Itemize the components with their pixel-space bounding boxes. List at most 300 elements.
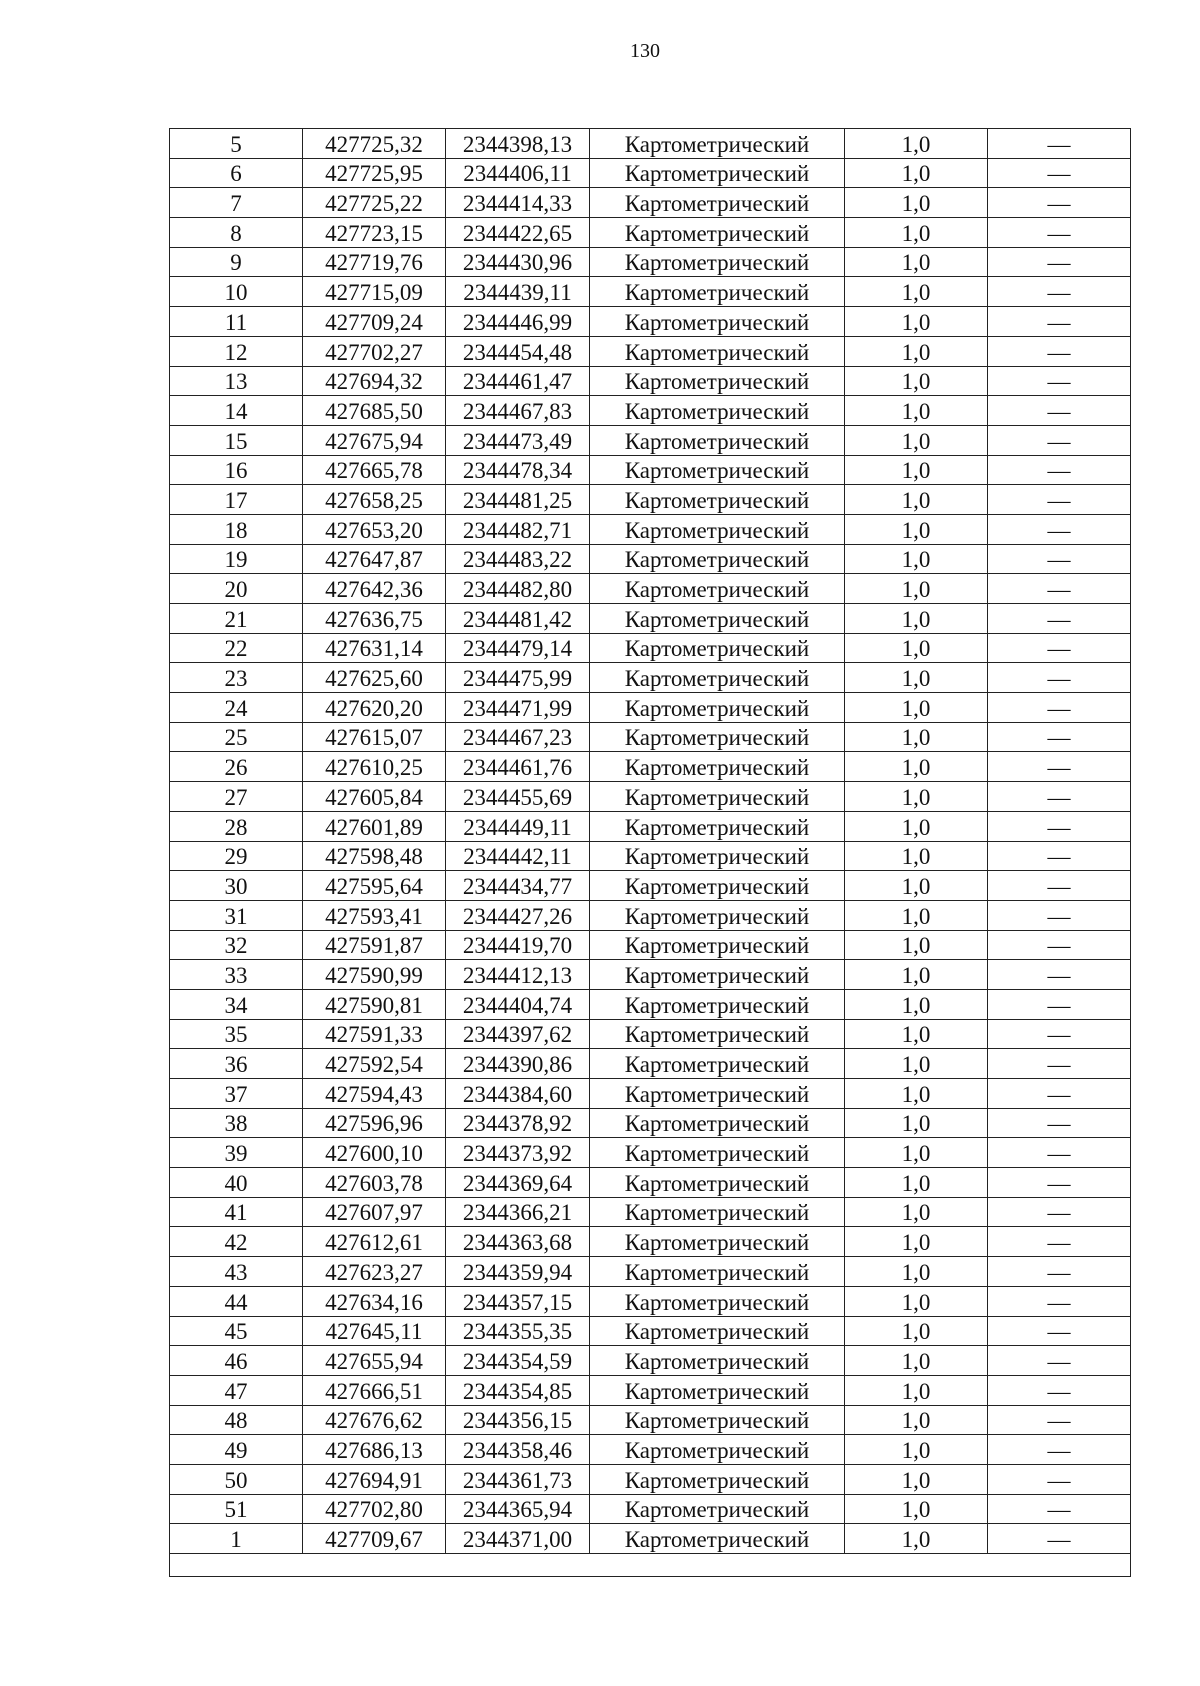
method-cell: Картометрический bbox=[590, 604, 845, 634]
method-cell: Картометрический bbox=[590, 396, 845, 426]
coordinate-x-cell: 427642,36 bbox=[303, 574, 446, 604]
point-number-cell: 23 bbox=[170, 663, 303, 693]
table-row bbox=[170, 396, 1131, 426]
coordinate-y-cell: 2344398,13 bbox=[446, 129, 590, 159]
description-cell: — bbox=[988, 1019, 1131, 1049]
accuracy-cell: 1,0 bbox=[845, 930, 988, 960]
point-number-cell: 27 bbox=[170, 782, 303, 812]
accuracy-cell: 1,0 bbox=[845, 1019, 988, 1049]
coordinate-x-cell: 427702,80 bbox=[303, 1494, 446, 1524]
accuracy-cell: 1,0 bbox=[845, 425, 988, 455]
coordinate-y-cell: 2344412,13 bbox=[446, 960, 590, 990]
point-number-cell: 5 bbox=[170, 129, 303, 159]
accuracy-cell: 1,0 bbox=[845, 1524, 988, 1554]
method-cell: Картометрический bbox=[590, 1257, 845, 1287]
point-number-cell: 44 bbox=[170, 1286, 303, 1316]
point-number-cell: 11 bbox=[170, 307, 303, 337]
method-cell: Картометрический bbox=[590, 574, 845, 604]
method-cell: Картометрический bbox=[590, 1138, 845, 1168]
method-cell: Картометрический bbox=[590, 277, 845, 307]
accuracy-cell: 1,0 bbox=[845, 158, 988, 188]
description-cell: — bbox=[988, 1346, 1131, 1376]
accuracy-cell: 1,0 bbox=[845, 574, 988, 604]
table-row bbox=[170, 1197, 1131, 1227]
accuracy-cell: 1,0 bbox=[845, 1049, 988, 1079]
table-row bbox=[170, 188, 1131, 218]
point-number-cell: 47 bbox=[170, 1375, 303, 1405]
description-cell: — bbox=[988, 960, 1131, 990]
method-cell: Картометрический bbox=[590, 1316, 845, 1346]
table-row bbox=[170, 960, 1131, 990]
point-number-cell: 33 bbox=[170, 960, 303, 990]
method-cell: Картометрический bbox=[590, 336, 845, 366]
coordinate-x-cell: 427723,15 bbox=[303, 218, 446, 248]
coordinate-x-cell: 427666,51 bbox=[303, 1375, 446, 1405]
description-cell: — bbox=[988, 1168, 1131, 1198]
description-cell: — bbox=[988, 1079, 1131, 1109]
point-number-cell: 22 bbox=[170, 633, 303, 663]
coordinate-x-cell: 427702,27 bbox=[303, 336, 446, 366]
accuracy-cell: 1,0 bbox=[845, 841, 988, 871]
description-cell: — bbox=[988, 218, 1131, 248]
coordinate-y-cell: 2344467,83 bbox=[446, 396, 590, 426]
description-cell: — bbox=[988, 1464, 1131, 1494]
point-number-cell: 49 bbox=[170, 1435, 303, 1465]
coordinates-table-body bbox=[170, 129, 1131, 1577]
point-number-cell: 15 bbox=[170, 425, 303, 455]
coordinates-table bbox=[169, 128, 1131, 1577]
accuracy-cell: 1,0 bbox=[845, 247, 988, 277]
point-number-cell: 46 bbox=[170, 1346, 303, 1376]
coordinate-y-cell: 2344369,64 bbox=[446, 1168, 590, 1198]
coordinate-x-cell: 427645,11 bbox=[303, 1316, 446, 1346]
coordinate-x-cell: 427686,13 bbox=[303, 1435, 446, 1465]
coordinate-x-cell: 427653,20 bbox=[303, 514, 446, 544]
description-cell: — bbox=[988, 1316, 1131, 1346]
table-row bbox=[170, 811, 1131, 841]
coordinate-y-cell: 2344467,23 bbox=[446, 722, 590, 752]
description-cell: — bbox=[988, 425, 1131, 455]
point-number-cell: 48 bbox=[170, 1405, 303, 1435]
description-cell: — bbox=[988, 158, 1131, 188]
table-row bbox=[170, 1375, 1131, 1405]
coordinate-x-cell: 427600,10 bbox=[303, 1138, 446, 1168]
accuracy-cell: 1,0 bbox=[845, 336, 988, 366]
method-cell: Картометрический bbox=[590, 1079, 845, 1109]
coordinate-x-cell: 427709,67 bbox=[303, 1524, 446, 1554]
description-cell: — bbox=[988, 1227, 1131, 1257]
method-cell: Картометрический bbox=[590, 1435, 845, 1465]
point-number-cell: 26 bbox=[170, 752, 303, 782]
method-cell: Картометрический bbox=[590, 752, 845, 782]
description-cell: — bbox=[988, 336, 1131, 366]
coordinate-y-cell: 2344356,15 bbox=[446, 1405, 590, 1435]
coordinate-x-cell: 427594,43 bbox=[303, 1079, 446, 1109]
point-number-cell: 8 bbox=[170, 218, 303, 248]
point-number-cell: 45 bbox=[170, 1316, 303, 1346]
coordinate-x-cell: 427623,27 bbox=[303, 1257, 446, 1287]
description-cell: — bbox=[988, 871, 1131, 901]
coordinate-x-cell: 427685,50 bbox=[303, 396, 446, 426]
description-cell: — bbox=[988, 574, 1131, 604]
coordinate-x-cell: 427658,25 bbox=[303, 485, 446, 515]
point-number-cell: 50 bbox=[170, 1464, 303, 1494]
table-row bbox=[170, 485, 1131, 515]
point-number-cell: 42 bbox=[170, 1227, 303, 1257]
method-cell: Картометрический bbox=[590, 1346, 845, 1376]
coordinate-x-cell: 427725,32 bbox=[303, 129, 446, 159]
description-cell: — bbox=[988, 841, 1131, 871]
coordinate-x-cell: 427719,76 bbox=[303, 247, 446, 277]
method-cell: Картометрический bbox=[590, 158, 845, 188]
coordinate-y-cell: 2344361,73 bbox=[446, 1464, 590, 1494]
coordinate-x-cell: 427612,61 bbox=[303, 1227, 446, 1257]
method-cell: Картометрический bbox=[590, 722, 845, 752]
coordinate-x-cell: 427593,41 bbox=[303, 900, 446, 930]
table-row bbox=[170, 1464, 1131, 1494]
point-number-cell: 10 bbox=[170, 277, 303, 307]
description-cell: — bbox=[988, 663, 1131, 693]
method-cell: Картометрический bbox=[590, 247, 845, 277]
coordinate-y-cell: 2344430,96 bbox=[446, 247, 590, 277]
point-number-cell: 35 bbox=[170, 1019, 303, 1049]
accuracy-cell: 1,0 bbox=[845, 782, 988, 812]
table-row bbox=[170, 247, 1131, 277]
table-row bbox=[170, 722, 1131, 752]
method-cell: Картометрический bbox=[590, 1049, 845, 1079]
method-cell: Картометрический bbox=[590, 425, 845, 455]
method-cell: Картометрический bbox=[590, 1227, 845, 1257]
description-cell: — bbox=[988, 752, 1131, 782]
point-number-cell: 14 bbox=[170, 396, 303, 426]
table-row bbox=[170, 366, 1131, 396]
method-cell: Картометрический bbox=[590, 930, 845, 960]
point-number-cell: 6 bbox=[170, 158, 303, 188]
accuracy-cell: 1,0 bbox=[845, 366, 988, 396]
accuracy-cell: 1,0 bbox=[845, 960, 988, 990]
coordinate-y-cell: 2344446,99 bbox=[446, 307, 590, 337]
point-number-cell: 25 bbox=[170, 722, 303, 752]
accuracy-cell: 1,0 bbox=[845, 1079, 988, 1109]
coordinate-y-cell: 2344481,42 bbox=[446, 604, 590, 634]
accuracy-cell: 1,0 bbox=[845, 1138, 988, 1168]
accuracy-cell: 1,0 bbox=[845, 1227, 988, 1257]
coordinate-x-cell: 427595,64 bbox=[303, 871, 446, 901]
description-cell: — bbox=[988, 277, 1131, 307]
accuracy-cell: 1,0 bbox=[845, 396, 988, 426]
accuracy-cell: 1,0 bbox=[845, 900, 988, 930]
coordinate-x-cell: 427634,16 bbox=[303, 1286, 446, 1316]
coordinate-y-cell: 2344373,92 bbox=[446, 1138, 590, 1168]
coordinate-x-cell: 427615,07 bbox=[303, 722, 446, 752]
coordinate-y-cell: 2344371,00 bbox=[446, 1524, 590, 1554]
coordinate-y-cell: 2344473,49 bbox=[446, 425, 590, 455]
accuracy-cell: 1,0 bbox=[845, 129, 988, 159]
coordinate-x-cell: 427655,94 bbox=[303, 1346, 446, 1376]
method-cell: Картометрический bbox=[590, 129, 845, 159]
description-cell: — bbox=[988, 544, 1131, 574]
coordinate-x-cell: 427592,54 bbox=[303, 1049, 446, 1079]
method-cell: Картометрический bbox=[590, 663, 845, 693]
point-number-cell: 43 bbox=[170, 1257, 303, 1287]
point-number-cell: 18 bbox=[170, 514, 303, 544]
description-cell: — bbox=[988, 633, 1131, 663]
accuracy-cell: 1,0 bbox=[845, 188, 988, 218]
coordinate-y-cell: 2344482,80 bbox=[446, 574, 590, 604]
method-cell: Картометрический bbox=[590, 693, 845, 723]
coordinate-y-cell: 2344442,11 bbox=[446, 841, 590, 871]
page-number: 130 bbox=[630, 40, 660, 62]
method-cell: Картометрический bbox=[590, 871, 845, 901]
coordinate-x-cell: 427590,99 bbox=[303, 960, 446, 990]
table-row bbox=[170, 1227, 1131, 1257]
coordinate-y-cell: 2344471,99 bbox=[446, 693, 590, 723]
coordinate-y-cell: 2344419,70 bbox=[446, 930, 590, 960]
description-cell: — bbox=[988, 722, 1131, 752]
accuracy-cell: 1,0 bbox=[845, 1405, 988, 1435]
accuracy-cell: 1,0 bbox=[845, 693, 988, 723]
coordinate-x-cell: 427598,48 bbox=[303, 841, 446, 871]
point-number-cell: 1 bbox=[170, 1524, 303, 1554]
coordinate-y-cell: 2344483,22 bbox=[446, 544, 590, 574]
coordinate-x-cell: 427647,87 bbox=[303, 544, 446, 574]
accuracy-cell: 1,0 bbox=[845, 277, 988, 307]
description-cell: — bbox=[988, 1108, 1131, 1138]
coordinate-x-cell: 427591,33 bbox=[303, 1019, 446, 1049]
coordinate-y-cell: 2344478,34 bbox=[446, 455, 590, 485]
table-row bbox=[170, 218, 1131, 248]
coordinate-x-cell: 427625,60 bbox=[303, 663, 446, 693]
description-cell: — bbox=[988, 930, 1131, 960]
accuracy-cell: 1,0 bbox=[845, 307, 988, 337]
table-row bbox=[170, 455, 1131, 485]
coordinate-y-cell: 2344359,94 bbox=[446, 1257, 590, 1287]
point-number-cell: 13 bbox=[170, 366, 303, 396]
coordinate-y-cell: 2344384,60 bbox=[446, 1079, 590, 1109]
table-row bbox=[170, 1316, 1131, 1346]
description-cell: — bbox=[988, 1405, 1131, 1435]
method-cell: Картометрический bbox=[590, 218, 845, 248]
accuracy-cell: 1,0 bbox=[845, 218, 988, 248]
description-cell: — bbox=[988, 485, 1131, 515]
description-cell: — bbox=[988, 1524, 1131, 1554]
description-cell: — bbox=[988, 811, 1131, 841]
accuracy-cell: 1,0 bbox=[845, 1197, 988, 1227]
method-cell: Картометрический bbox=[590, 1464, 845, 1494]
empty-footer-row bbox=[170, 1554, 1131, 1577]
method-cell: Картометрический bbox=[590, 900, 845, 930]
accuracy-cell: 1,0 bbox=[845, 811, 988, 841]
table-row bbox=[170, 1346, 1131, 1376]
table-row bbox=[170, 1286, 1131, 1316]
coordinate-y-cell: 2344454,48 bbox=[446, 336, 590, 366]
point-number-cell: 40 bbox=[170, 1168, 303, 1198]
point-number-cell: 41 bbox=[170, 1197, 303, 1227]
point-number-cell: 32 bbox=[170, 930, 303, 960]
accuracy-cell: 1,0 bbox=[845, 1257, 988, 1287]
accuracy-cell: 1,0 bbox=[845, 871, 988, 901]
accuracy-cell: 1,0 bbox=[845, 1316, 988, 1346]
table-row bbox=[170, 1138, 1131, 1168]
point-number-cell: 9 bbox=[170, 247, 303, 277]
coordinate-y-cell: 2344427,26 bbox=[446, 900, 590, 930]
description-cell: — bbox=[988, 1257, 1131, 1287]
method-cell: Картометрический bbox=[590, 633, 845, 663]
table-row bbox=[170, 277, 1131, 307]
method-cell: Картометрический bbox=[590, 544, 845, 574]
point-number-cell: 20 bbox=[170, 574, 303, 604]
accuracy-cell: 1,0 bbox=[845, 663, 988, 693]
method-cell: Картометрический bbox=[590, 485, 845, 515]
coordinate-x-cell: 427676,62 bbox=[303, 1405, 446, 1435]
accuracy-cell: 1,0 bbox=[845, 1168, 988, 1198]
table-row bbox=[170, 633, 1131, 663]
coordinate-y-cell: 2344365,94 bbox=[446, 1494, 590, 1524]
description-cell: — bbox=[988, 1286, 1131, 1316]
coordinate-y-cell: 2344461,47 bbox=[446, 366, 590, 396]
table-row bbox=[170, 544, 1131, 574]
coordinate-y-cell: 2344461,76 bbox=[446, 752, 590, 782]
point-number-cell: 39 bbox=[170, 1138, 303, 1168]
point-number-cell: 34 bbox=[170, 989, 303, 1019]
table-row bbox=[170, 930, 1131, 960]
coordinate-y-cell: 2344449,11 bbox=[446, 811, 590, 841]
accuracy-cell: 1,0 bbox=[845, 1435, 988, 1465]
coordinate-y-cell: 2344378,92 bbox=[446, 1108, 590, 1138]
table-row bbox=[170, 1019, 1131, 1049]
coordinate-y-cell: 2344366,21 bbox=[446, 1197, 590, 1227]
coordinate-y-cell: 2344439,11 bbox=[446, 277, 590, 307]
point-number-cell: 51 bbox=[170, 1494, 303, 1524]
description-cell: — bbox=[988, 1375, 1131, 1405]
coordinate-y-cell: 2344422,65 bbox=[446, 218, 590, 248]
table-row bbox=[170, 871, 1131, 901]
point-number-cell: 24 bbox=[170, 693, 303, 723]
coordinate-y-cell: 2344434,77 bbox=[446, 871, 590, 901]
point-number-cell: 12 bbox=[170, 336, 303, 366]
description-cell: — bbox=[988, 129, 1131, 159]
coordinate-x-cell: 427607,97 bbox=[303, 1197, 446, 1227]
table-row bbox=[170, 514, 1131, 544]
method-cell: Картометрический bbox=[590, 1375, 845, 1405]
description-cell: — bbox=[988, 247, 1131, 277]
method-cell: Картометрический bbox=[590, 782, 845, 812]
table-row bbox=[170, 307, 1131, 337]
description-cell: — bbox=[988, 514, 1131, 544]
method-cell: Картометрический bbox=[590, 1524, 845, 1554]
point-number-cell: 28 bbox=[170, 811, 303, 841]
point-number-cell: 7 bbox=[170, 188, 303, 218]
coordinate-y-cell: 2344390,86 bbox=[446, 1049, 590, 1079]
table-row bbox=[170, 1435, 1131, 1465]
method-cell: Картометрический bbox=[590, 841, 845, 871]
description-cell: — bbox=[988, 693, 1131, 723]
method-cell: Картометрический bbox=[590, 1019, 845, 1049]
accuracy-cell: 1,0 bbox=[845, 604, 988, 634]
coordinate-x-cell: 427636,75 bbox=[303, 604, 446, 634]
coordinate-y-cell: 2344475,99 bbox=[446, 663, 590, 693]
table-row bbox=[170, 693, 1131, 723]
point-number-cell: 29 bbox=[170, 841, 303, 871]
table-row bbox=[170, 841, 1131, 871]
description-cell: — bbox=[988, 989, 1131, 1019]
table-row bbox=[170, 574, 1131, 604]
coordinate-x-cell: 427603,78 bbox=[303, 1168, 446, 1198]
method-cell: Картометрический bbox=[590, 989, 845, 1019]
coordinate-x-cell: 427725,95 bbox=[303, 158, 446, 188]
coordinate-y-cell: 2344357,15 bbox=[446, 1286, 590, 1316]
description-cell: — bbox=[988, 307, 1131, 337]
method-cell: Картометрический bbox=[590, 455, 845, 485]
accuracy-cell: 1,0 bbox=[845, 1494, 988, 1524]
coordinate-y-cell: 2344481,25 bbox=[446, 485, 590, 515]
point-number-cell: 36 bbox=[170, 1049, 303, 1079]
description-cell: — bbox=[988, 604, 1131, 634]
accuracy-cell: 1,0 bbox=[845, 544, 988, 574]
description-cell: — bbox=[988, 396, 1131, 426]
description-cell: — bbox=[988, 366, 1131, 396]
table-row bbox=[170, 900, 1131, 930]
coordinate-y-cell: 2344358,46 bbox=[446, 1435, 590, 1465]
table-row bbox=[170, 1168, 1131, 1198]
table-row bbox=[170, 1405, 1131, 1435]
description-cell: — bbox=[988, 782, 1131, 812]
method-cell: Картометрический bbox=[590, 307, 845, 337]
description-cell: — bbox=[988, 1138, 1131, 1168]
table-row bbox=[170, 604, 1131, 634]
point-number-cell: 19 bbox=[170, 544, 303, 574]
coordinate-y-cell: 2344404,74 bbox=[446, 989, 590, 1019]
point-number-cell: 37 bbox=[170, 1079, 303, 1109]
coordinate-y-cell: 2344363,68 bbox=[446, 1227, 590, 1257]
table-row bbox=[170, 336, 1131, 366]
coordinate-x-cell: 427694,32 bbox=[303, 366, 446, 396]
coordinate-x-cell: 427596,96 bbox=[303, 1108, 446, 1138]
coordinate-x-cell: 427675,94 bbox=[303, 425, 446, 455]
method-cell: Картометрический bbox=[590, 1197, 845, 1227]
table-row bbox=[170, 158, 1131, 188]
method-cell: Картометрический bbox=[590, 1405, 845, 1435]
description-cell: — bbox=[988, 1049, 1131, 1079]
table-row bbox=[170, 1494, 1131, 1524]
point-number-cell: 17 bbox=[170, 485, 303, 515]
coordinate-x-cell: 427605,84 bbox=[303, 782, 446, 812]
method-cell: Картометрический bbox=[590, 1108, 845, 1138]
method-cell: Картометрический bbox=[590, 960, 845, 990]
accuracy-cell: 1,0 bbox=[845, 485, 988, 515]
empty-footer-cell bbox=[170, 1554, 1131, 1577]
method-cell: Картометрический bbox=[590, 366, 845, 396]
table-row bbox=[170, 1079, 1131, 1109]
coordinate-x-cell: 427620,20 bbox=[303, 693, 446, 723]
coordinate-x-cell: 427725,22 bbox=[303, 188, 446, 218]
description-cell: — bbox=[988, 455, 1131, 485]
coordinate-x-cell: 427665,78 bbox=[303, 455, 446, 485]
coordinate-y-cell: 2344355,35 bbox=[446, 1316, 590, 1346]
coordinate-y-cell: 2344414,33 bbox=[446, 188, 590, 218]
table-row bbox=[170, 1049, 1131, 1079]
coordinate-y-cell: 2344482,71 bbox=[446, 514, 590, 544]
coordinate-x-cell: 427715,09 bbox=[303, 277, 446, 307]
table-row bbox=[170, 989, 1131, 1019]
coordinate-x-cell: 427709,24 bbox=[303, 307, 446, 337]
accuracy-cell: 1,0 bbox=[845, 1346, 988, 1376]
accuracy-cell: 1,0 bbox=[845, 633, 988, 663]
point-number-cell: 38 bbox=[170, 1108, 303, 1138]
table-row bbox=[170, 1108, 1131, 1138]
method-cell: Картометрический bbox=[590, 514, 845, 544]
table-row bbox=[170, 129, 1131, 159]
